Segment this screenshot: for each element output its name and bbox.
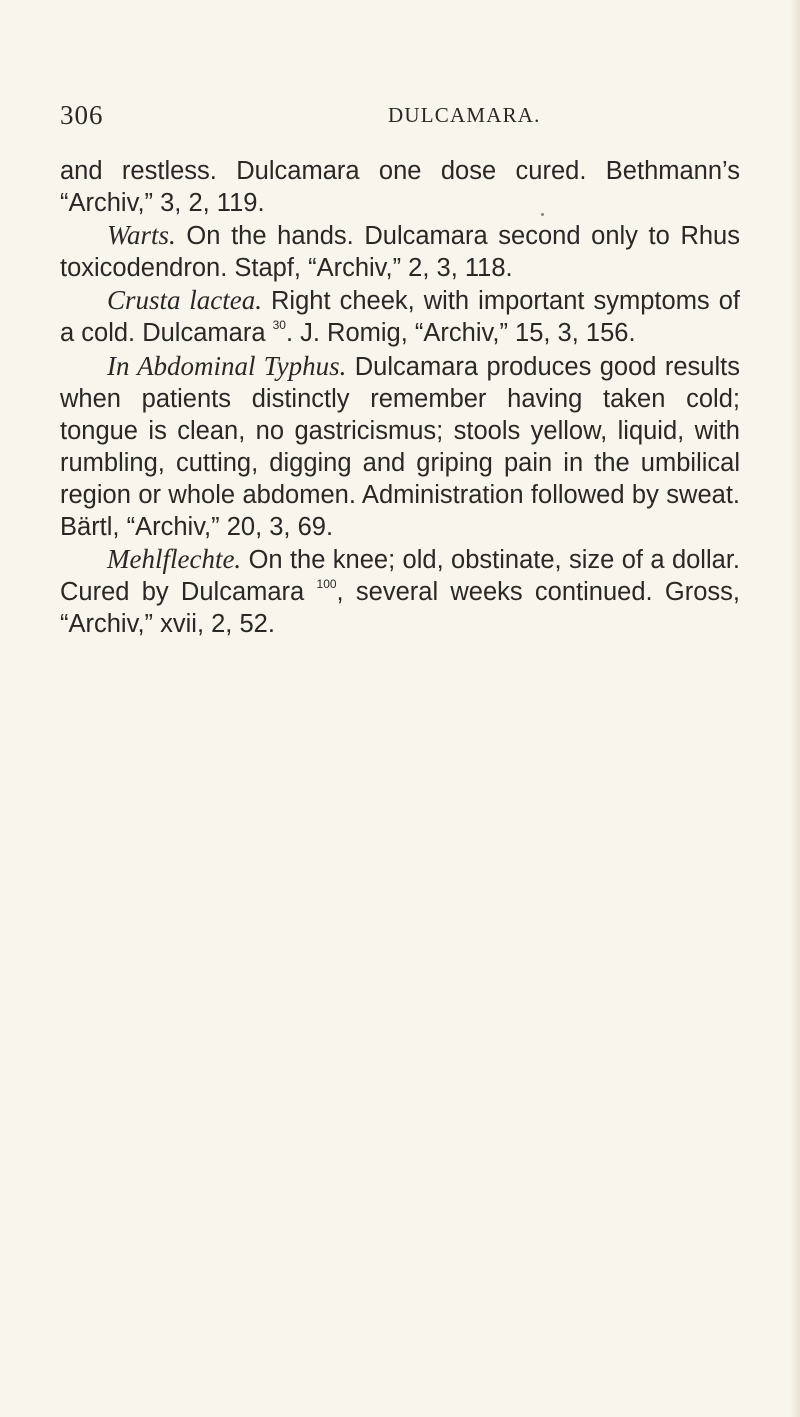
potency-superscript: 30 bbox=[272, 318, 286, 333]
paper-speck bbox=[541, 213, 544, 216]
paragraph-warts bbox=[60, 219, 740, 284]
paragraph-heading: Warts. bbox=[107, 220, 176, 251]
paragraph-heading: Crusta lactea. bbox=[107, 285, 262, 316]
page-number: 306 bbox=[60, 100, 104, 130]
paragraph-text: On the knee; old, obstinate, size of a dollar. Cured by Dulcamara bbox=[60, 546, 740, 607]
paragraph-text: and restless. Dulcamara one dose cured. Bethmann’s “Archiv,” 3, 2, 119. bbox=[60, 157, 740, 218]
paragraph-mehlflechte bbox=[60, 543, 740, 640]
paragraph-abdominal-typhus bbox=[60, 350, 740, 544]
paragraph-heading: In Abdominal Typhus. bbox=[107, 350, 347, 381]
paragraph-continuation bbox=[60, 155, 740, 219]
paragraph-crusta-lactea bbox=[60, 284, 740, 349]
body-text bbox=[60, 155, 740, 640]
page-edge-shadow bbox=[790, 0, 800, 1417]
paragraph-text: Dulcamara produces good results when patients distinctly remember having taken cold; tongue is clean, no gastricismus; stools yellow, liquid, with rumbling, cutting, digging and griping pain in the umbilical region or whole abdomen. Administration followed by sweat. Bärtl, “Archiv,” 20, 3, 69. bbox=[60, 352, 740, 542]
running-title: DULCAMARA. bbox=[388, 103, 541, 127]
paragraph-text: On the hands. Dulcamara second only to Rhus toxicodendron. Stapf, “Archiv,” 2, 3, 118. bbox=[60, 222, 740, 283]
paragraph-text: Right cheek, with important symptoms of a cold. Dulcamara bbox=[60, 287, 741, 348]
running-head bbox=[60, 100, 740, 136]
paragraph-text: , several weeks continued. Gross, “Archiv,” xvii, 2, 52. bbox=[60, 578, 740, 639]
potency-superscript: 100 bbox=[316, 577, 337, 592]
paragraph-text: . J. Romig, “Archiv,” 15, 3, 156. bbox=[285, 319, 636, 348]
paragraph-heading: Mehlflechte. bbox=[107, 544, 242, 575]
